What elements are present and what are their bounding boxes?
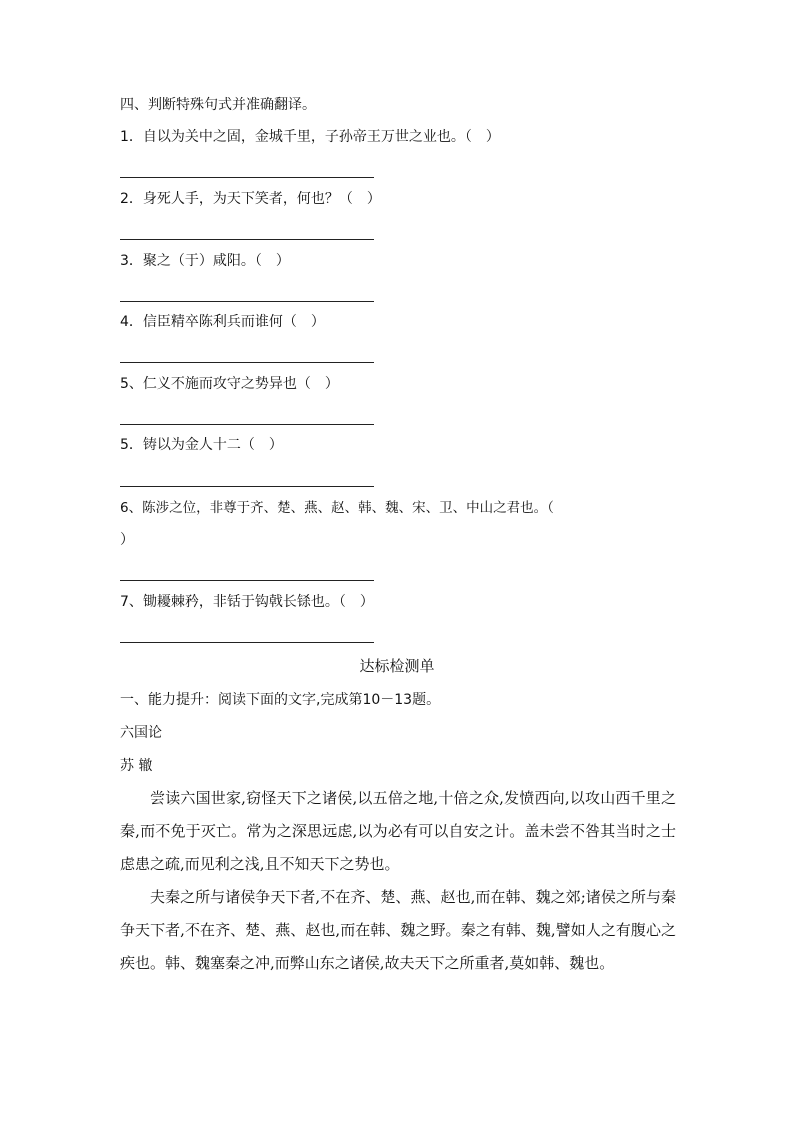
page-title: 达标检测单	[359, 657, 435, 675]
question-2: 2．身死人手，为天下笑者，何也？（ ）	[120, 191, 381, 207]
question-6-continued: ）	[120, 532, 134, 548]
answer-line-4[interactable]	[120, 362, 374, 363]
essay-paragraph-2: 夫秦之所与诸侯争天下者,不在齐、楚、燕、赵也,而在韩、魏之郊;诸侯之所与秦争天下者,不在齐、楚、燕、赵也,而在韩、魏之野。秦之有韩、魏,譬如人之有腹心之疾也。韩、魏塞秦之冲,而弊山东之诸侯,故夫天下之所重者,莫如韩、魏也。	[120, 888, 676, 972]
question-5b: 5．铸以为金人十二（ ）	[120, 437, 283, 453]
question-7: 7、锄耰棘矜，非铦于钩戟长铩也。（ ）	[120, 594, 374, 610]
answer-line-1[interactable]	[120, 177, 374, 178]
essay-author: 苏 辙	[120, 758, 153, 774]
answer-line-3[interactable]	[120, 301, 374, 302]
answer-line-6[interactable]	[120, 580, 374, 581]
section-heading: 四、判断特殊句式并准确翻译。	[120, 97, 316, 113]
answer-line-2[interactable]	[120, 239, 374, 240]
question-3: 3．聚之（于）咸阳。（ ）	[120, 253, 290, 269]
question-1: 1．自以为关中之固，金城千里，子孙帝王万世之业也。（ ）	[120, 129, 500, 145]
essay-title: 六国论	[120, 725, 162, 741]
answer-line-5a[interactable]	[120, 424, 374, 425]
question-5a: 5、仁义不施而攻守之势异也（ ）	[120, 376, 339, 392]
question-4: 4．信臣精卒陈利兵而谁何（ ）	[120, 314, 325, 330]
instruction-text: 一、能力提升：阅读下面的文字,完成第10－13题。	[120, 692, 441, 708]
answer-line-7[interactable]	[120, 642, 374, 643]
answer-line-5b[interactable]	[120, 486, 374, 487]
question-6: 6、陈涉之位，非尊于齐、楚、燕、赵、韩、魏、宋、卫、中山之君也。（	[120, 500, 554, 516]
essay-paragraph-1: 尝读六国世家,窃怪天下之诸侯,以五倍之地,十倍之众,发愤西向,以攻山西千里之秦,而不免于灭亡。常为之深思远虑,以为必有可以自安之计。盖未尝不咎其当时之士虑患之疏,而见利之浅,且不知天下之势也。	[120, 789, 676, 873]
